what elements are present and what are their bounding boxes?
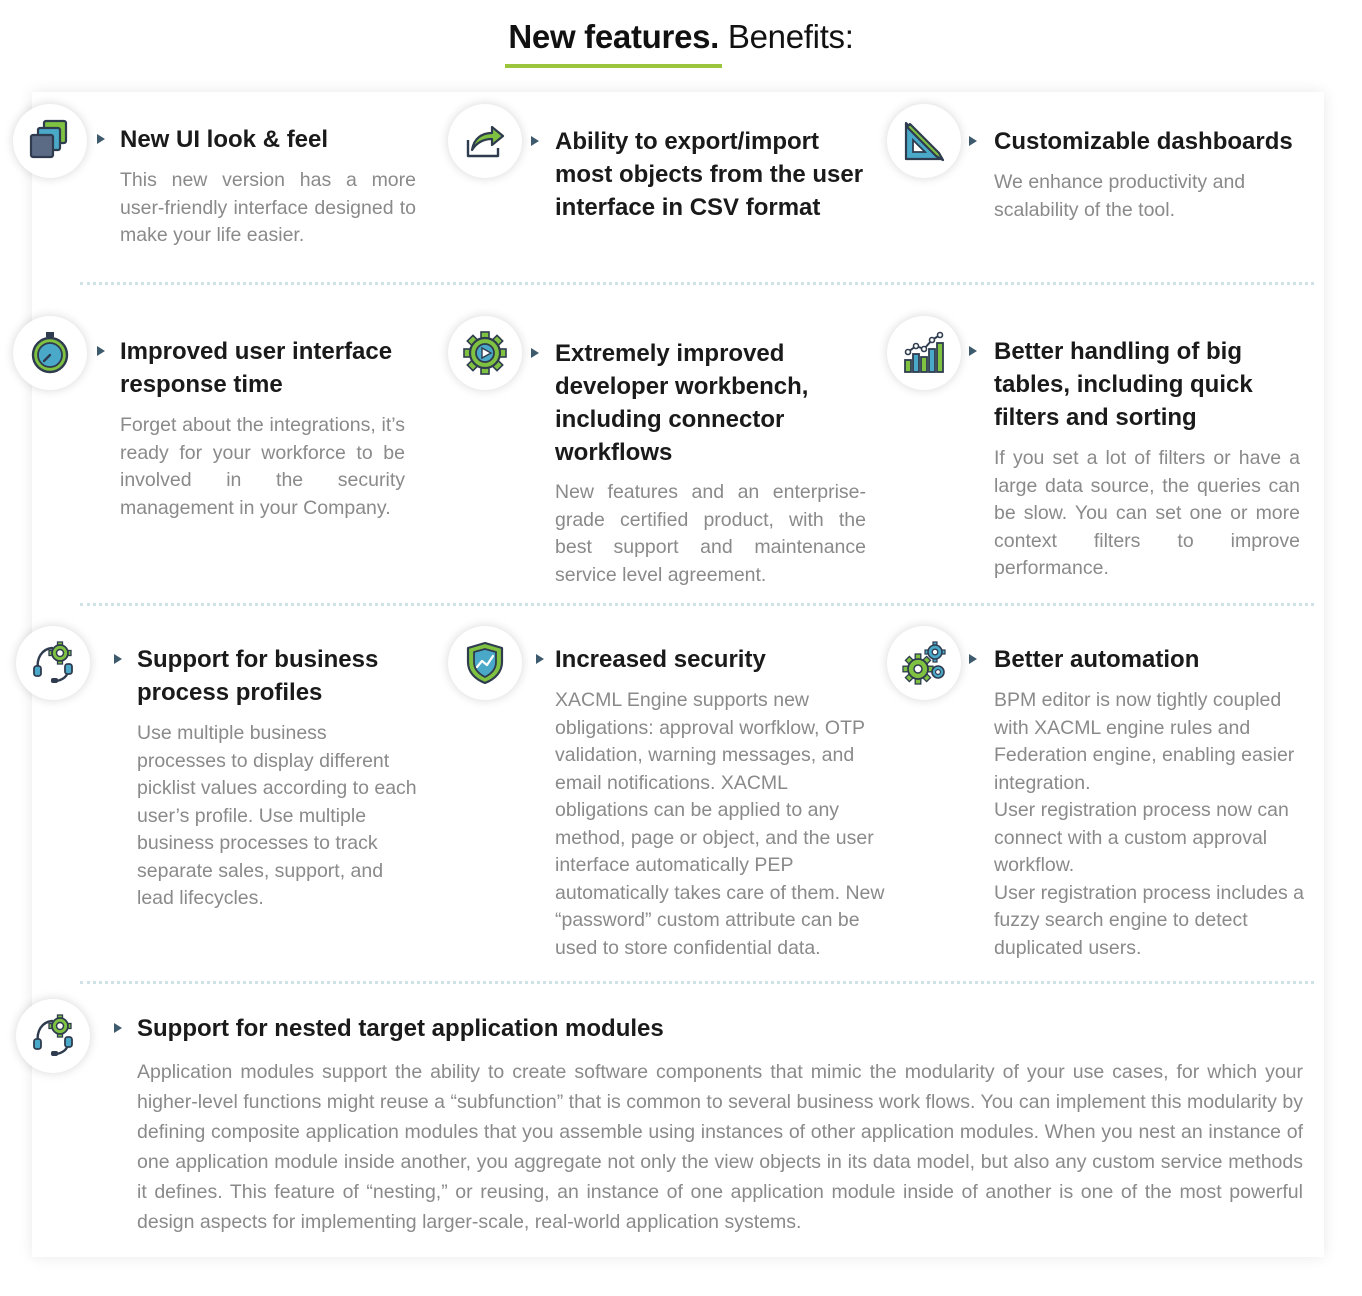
feature-title: Better handling of big tables, including quick filters and sorting xyxy=(994,338,1253,431)
bullet-arrow-icon xyxy=(969,136,977,146)
ruler-pencil-icon xyxy=(887,104,961,178)
stopwatch-icon xyxy=(13,316,87,390)
headset-gear-icon xyxy=(16,999,90,1073)
title-bold: New features. xyxy=(508,18,720,55)
feature-description: Use multiple business processes to display different picklist values according to each user’s profile. Use multiple business processes to track separate sales, support, and lead lifecycles. xyxy=(137,722,417,909)
shield-chart-icon xyxy=(448,626,522,700)
feature-title: Extremely improved developer workbench, including connector workflows xyxy=(555,340,809,466)
feature-description: This new version has a more user-friendly interface designed to make your life easier. xyxy=(120,169,416,246)
feature-description: New features and an enterprise-grade certified product, with the best support and maintenance service level agreement. xyxy=(555,481,866,586)
feature-description: We enhance productivity and scalability of the tool. xyxy=(994,171,1246,221)
feature-description: Forget about the integrations, it’s ready for your workforce to be involved in the security management in your Company. xyxy=(120,414,405,519)
headset-gear-icon xyxy=(16,626,90,700)
bullet-arrow-icon xyxy=(97,134,105,144)
bar-chart-icon xyxy=(887,316,961,390)
feature-title: New UI look & feel xyxy=(120,126,329,153)
feature-description: BPM editor is now tightly coupled with XACML engine rules and Federation engine, enabling easier integration. User registration process now can connect with a custom approval workflow. User registration process includes a fuzzy search engine to detect duplicated users. xyxy=(994,689,1304,959)
title-rest: Benefits: xyxy=(727,18,854,55)
feature-title: Better automation xyxy=(994,646,1200,673)
bullet-arrow-icon xyxy=(531,136,539,146)
bullet-arrow-icon xyxy=(114,654,122,664)
bullet-arrow-icon xyxy=(114,1023,122,1033)
bullet-arrow-icon xyxy=(969,654,977,664)
feature-description: XACML Engine supports new obligations: approval worfklow, OTP validation, warning messages, and email notifications. XACML obligations can be applied to any method, page or object, and the user interface automatically PEP automatically takes care of them. New “password” custom attribute can be used to store confidential data. xyxy=(555,689,885,959)
row-separator xyxy=(80,603,1314,606)
feature-title: Increased security xyxy=(555,646,766,673)
bullet-arrow-icon xyxy=(97,346,105,356)
bullet-arrow-icon xyxy=(969,346,977,356)
bullet-arrow-icon xyxy=(531,348,539,358)
layers-icon xyxy=(13,104,87,178)
page-title xyxy=(0,18,1362,56)
gears-icon xyxy=(887,626,961,700)
feature-description: Application modules support the ability to create software components that mimic the modularity of your use cases, for which your higher-level functions might reuse a “subfunction” that is common to several business work flows. You can implement this modularity by defining composite application modules that you assemble using instances of other application modules. When you nest an instance of one application module inside another, you aggregate not only the view objects in its data model, but also any custom service methods it defines. This feature of “nesting,” or reusing, an instance of one application module inside of another is one of the most powerful design aspects for implementing larger-scale, real-world application systems. xyxy=(137,1061,1303,1233)
feature-title: Ability to export/import most objects from the user interface in CSV format xyxy=(555,128,864,221)
row-separator xyxy=(80,282,1314,285)
feature-title: Support for nested target application modules xyxy=(137,1015,664,1042)
export-arrow-icon xyxy=(448,104,522,178)
bullet-arrow-icon xyxy=(536,654,544,664)
feature-title: Improved user interface response time xyxy=(120,338,393,398)
feature-title: Customizable dashboards xyxy=(994,128,1293,155)
row-separator xyxy=(80,981,1314,984)
feature-title: Support for business process profiles xyxy=(137,646,379,706)
gear-play-icon xyxy=(448,316,522,390)
feature-description: If you set a lot of filters or have a large data source, the queries can be slow. You can set one or more context filters to improve performance. xyxy=(994,447,1300,579)
